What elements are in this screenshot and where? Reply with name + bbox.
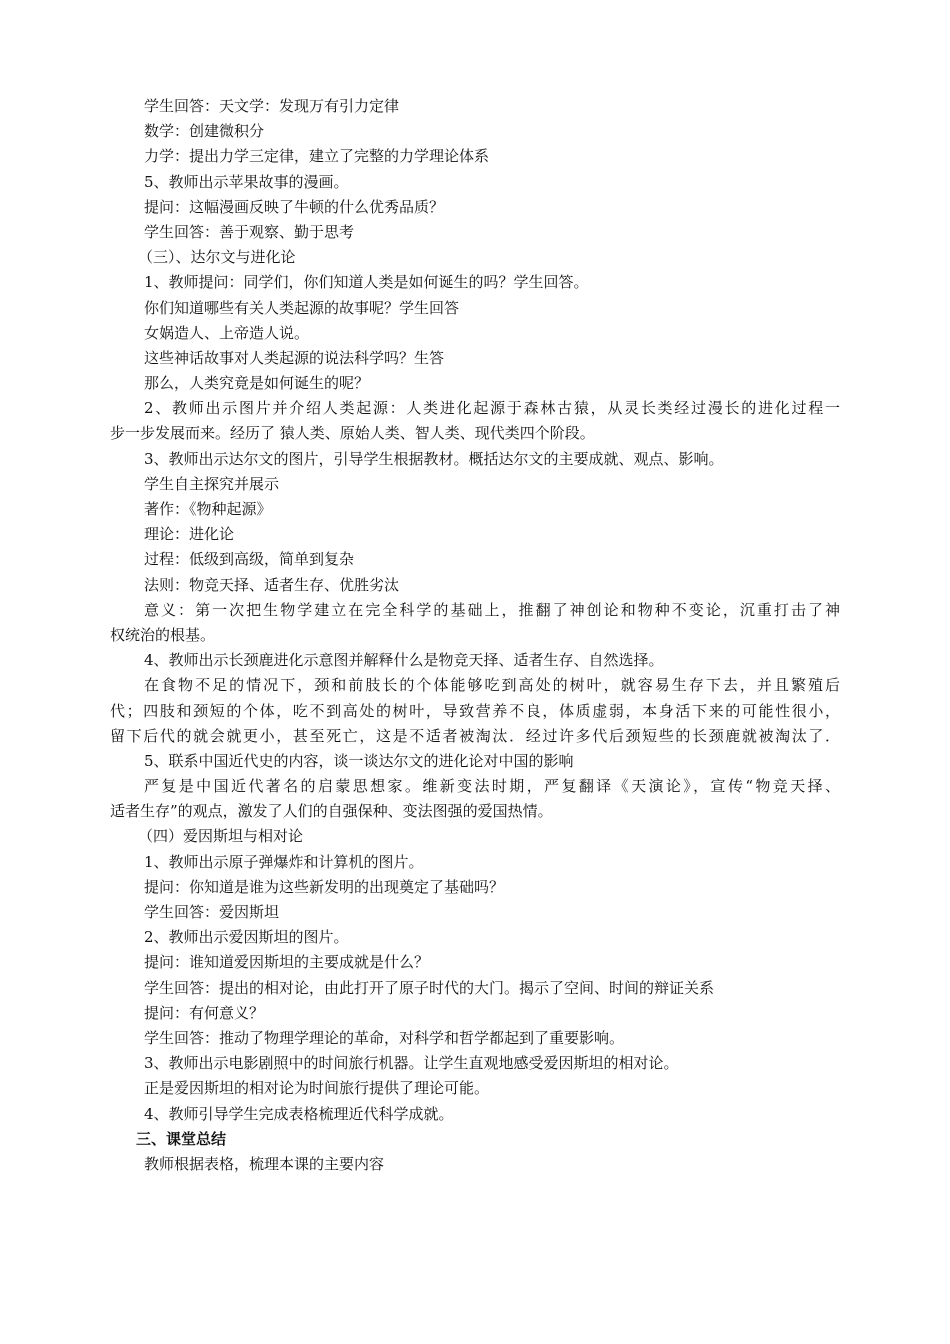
text-line: 学生回答：爱因斯坦 — [144, 903, 280, 921]
text-line: 正是爱因斯坦的相对论为时间旅行提供了理论可能。 — [144, 1079, 490, 1098]
text-line: 留下后代的就会就更小，甚至死亡，这是不适者被淘汰．经过许多代后颈短些的长颈鹿就被淘汰了． — [110, 726, 840, 745]
text-line: 你们知道哪些有关人类起源的故事呢？学生回答 — [144, 298, 460, 317]
text-line: 1、教师提问：同学们，你们知道人类是如何诞生的吗？学生回答。 — [144, 273, 589, 292]
text-line: 学生回答：提出的相对论，由此打开了原子时代的大门。揭示了空间、时间的辩证关系 — [144, 978, 715, 997]
text-line: 学生自主探究并展示 — [144, 474, 280, 493]
text-line: 4、教师引导学生完成表格梳理近代科学成就。 — [144, 1104, 454, 1123]
text-line: 学生回答：天文学：发现万有引力定律 — [144, 97, 400, 115]
section-heading-einstein: （四）爱因斯坦与相对论 — [138, 827, 304, 846]
text-line: 严复是中国近代著名的启蒙思想家。维新变法时期，严复翻译《天演论》，宣传“物竞天择、 — [144, 777, 840, 796]
text-line: 理论：进化论 — [144, 525, 235, 544]
text-line: 女娲造人、上帝造人说。 — [144, 323, 310, 342]
text-line: 教师根据表格，梳理本课的主要内容 — [144, 1154, 385, 1173]
text-line: 意义：第一次把生物学建立在完全科学的基础上，推翻了神创论和物种不变论，沉重打击了神 — [144, 600, 840, 619]
text-line: 法则：物竞天择、适者生存、优胜劣汰 — [144, 575, 400, 594]
text-line: 数学：创建微积分 — [144, 122, 265, 141]
text-line: 1、教师出示原子弹爆炸和计算机的图片。 — [144, 852, 424, 871]
text-line: 3、教师出示达尔文的图片，引导学生根据教材。概括达尔文的主要成就、观点、影响。 — [144, 449, 724, 468]
text-line: 那么，人类究竟是如何诞生的呢？ — [144, 374, 370, 393]
text-line: 2、教师出示图片并介绍人类起源：人类进化起源于森林古猿，从灵长类经过漫长的进化过程一 — [144, 399, 840, 418]
section-heading-summary: 三、课堂总结 — [136, 1129, 227, 1148]
document-body — [110, 94, 840, 1177]
text-line: 适者生存”的观点，激发了人们的自强保种、变法图强的爱国热情。 — [110, 802, 553, 821]
section-heading-darwin: （三）、达尔文与进化论 — [138, 248, 296, 267]
text-line: 学生回答：善于观察、勤于思考 — [144, 222, 355, 241]
text-line: 5、教师出示苹果故事的漫画。 — [144, 172, 349, 191]
text-line: 4、教师出示长颈鹿进化示意图并解释什么是物竞天择、适者生存、自然选择。 — [144, 651, 664, 670]
text-line: 在食物不足的情况下，颈和前肢长的个体能够吃到高处的树叶，就容易生存下去，并且繁殖后 — [144, 676, 840, 695]
text-line: 著作：《物种起源》 — [144, 500, 272, 518]
text-line: 代；四肢和颈短的个体，吃不到高处的树叶，导致营养不良，体质虚弱，本身活下来的可能性很小， — [110, 701, 840, 720]
text-line: 提问：谁知道爱因斯坦的主要成就是什么？ — [144, 953, 430, 972]
text-line: 学生回答：推动了物理学理论的革命，对科学和哲学都起到了重要影响。 — [144, 1028, 625, 1047]
text-line: 力学：提出力学三定律，建立了完整的力学理论体系 — [144, 147, 490, 166]
text-line: 5、联系中国近代史的内容，谈一谈达尔文的进化论对中国的影响 — [144, 751, 574, 770]
text-line: 步一步发展而来。经历了 猿人类、原始人类、智人类、现代类四个阶段。 — [110, 424, 595, 443]
text-line: 提问：你知道是谁为这些新发明的出现奠定了基础吗？ — [144, 877, 505, 896]
text-line: 提问：有何意义？ — [144, 1003, 265, 1022]
text-line: 2、教师出示爱因斯坦的图片。 — [144, 928, 349, 947]
text-line: 提问：这幅漫画反映了牛顿的什么优秀品质？ — [144, 197, 445, 216]
text-line: 这些神话故事对人类起源的说法科学吗？生答 — [144, 348, 445, 367]
text-line: 3、教师出示电影剧照中的时间旅行机器。让学生直观地感受爱因斯坦的相对论。 — [144, 1054, 679, 1073]
text-line: 过程：低级到高级，简单到复杂 — [144, 550, 355, 569]
text-line: 权统治的根基。 — [110, 625, 216, 644]
